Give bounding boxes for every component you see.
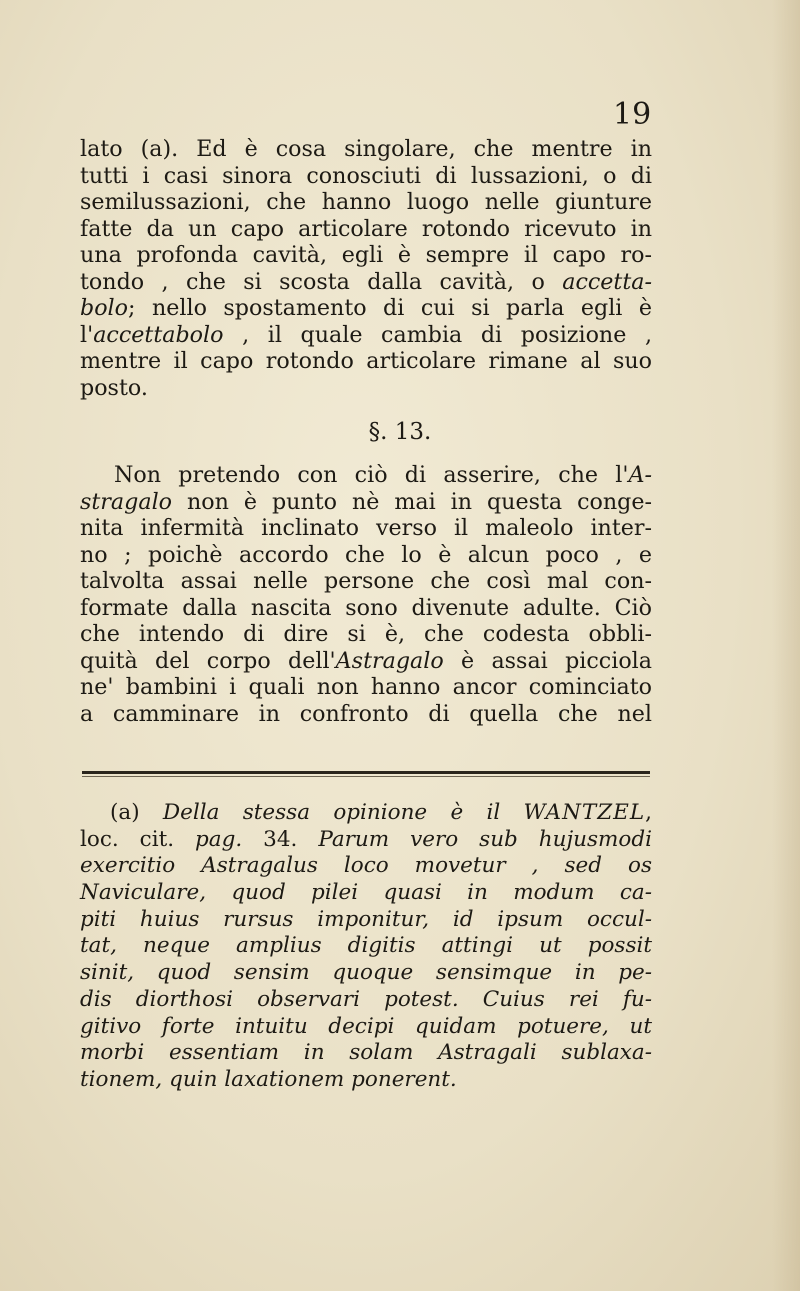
text-run: 34. [242,826,319,852]
text-run: Non pretendo con ciò di asserire, che l' [114,462,629,488]
paragraph-1-line: tutti i casi sinora conosciuti di lussazioni, o di [80,162,652,189]
paragraph-2 [80,462,652,727]
footnote [80,800,652,1094]
footnote-line: morbi essentiam in solam Astragali sublaxa- [80,1040,652,1066]
italic-term: bolo [80,295,129,321]
footnote-line: tionem, quin laxationem ponerent. [80,1066,457,1092]
italic-term: stragalo [80,488,173,515]
text-run: quità del corpo dell' [80,647,336,674]
paragraph-2-line: ne' bambini i quali non hanno ancor cominciato [80,674,652,700]
text-run: è assai picciola [443,647,652,674]
paragraph-2-line [80,489,652,516]
footnote-line: sinit, quod sensim quoque sensimque in pe- [80,960,652,986]
section-heading: §. 13. [368,419,432,445]
paragraph-2-line: a camminare in confronto di quella che nel [80,700,652,727]
italic-term: pag. [195,826,243,852]
footnote-divider-thin [82,776,650,777]
footnote-marker: (a) [110,800,163,825]
italic-term: A- [628,462,652,488]
footnote-line: dis diorthosi observari potest. Cuius rei fu- [80,986,652,1012]
footnote-line: Naviculare, quod pilei quasi in modum ca- [80,880,652,906]
author-name: WANTZEL [523,800,646,825]
paragraph-1-line [80,269,652,296]
text-run: , il quale cambia di posizione , [223,321,652,348]
paragraph-2-line: che intendo di dire si è, che codesta obbli- [80,621,652,647]
text-run: loc. cit. [80,826,196,852]
italic-term: accetta- [562,268,652,295]
footnote-line: exercitio Astragalus loco movetur , sed os [80,853,652,879]
paragraph-2-line [80,462,652,489]
paragraph-2-line: nita infermità inclinato verso il maleolo inter- [80,515,652,541]
paragraph-1-line: posto. [80,374,148,401]
footnote-line [80,800,652,827]
text-run: ; nello spostamento di cui si parla egli è [128,295,652,321]
paragraph-2-line: talvolta assai nelle persone che così mal con- [80,568,652,594]
paragraph-1-line: una profonda cavità, egli è sempre il capo ro- [80,242,652,268]
footnote-line: gitivo forte intuitu decipi quidam potuere, ut [80,1013,652,1039]
text-run: non è punto nè mai in questa conge- [172,488,652,515]
paragraph-2-line: no ; poichè accordo che lo è alcun poco , e [80,541,652,568]
paragraph-1-line: semilussazioni, che hanno luogo nelle giunture [80,189,652,215]
page-number: 19 [613,97,652,132]
italic-term: Astragalo [335,647,444,674]
footnote-divider [82,771,650,774]
paragraph-1-line: mentre il capo rotondo articolare rimane al suo [80,348,652,374]
footnote-line: piti huius rursus imponitur, id ipsum occul- [80,906,652,932]
italic-term: Parum vero sub hujusmodi [318,826,652,852]
paragraph-2-line: formate dalla nascita sono divenute adulte. Ciò [80,594,652,621]
italic-term: accettabolo [93,321,224,348]
footnote-line [80,827,652,854]
footnote-line: tat, neque amplius digitis attingi ut possit [80,933,652,959]
page-edge-shadow [772,0,800,1291]
paragraph-1 [80,136,652,401]
italic-term: Della stessa opinione è il [162,800,524,825]
text-run: tondo , che si scosta dalla cavità, o [80,268,563,295]
paragraph-2-line [80,648,652,675]
paragraph-1-line: lato (a). Ed è cosa singolare, che mentre in [80,136,652,162]
text-run: , [645,800,652,825]
paragraph-1-line [80,295,652,322]
text-run: l' [80,321,94,348]
paragraph-1-line [80,322,652,349]
paragraph-1-line: fatte da un capo articolare rotondo ricevuto in [80,215,652,242]
